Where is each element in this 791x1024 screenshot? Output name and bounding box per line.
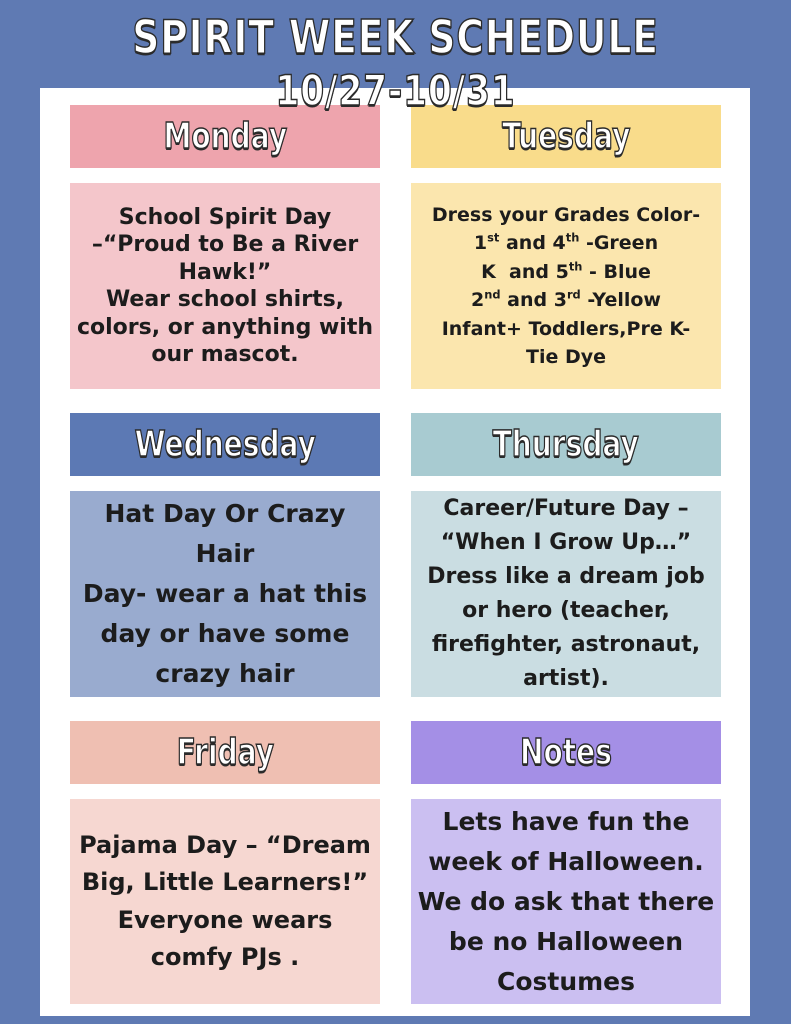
notes-line: Lets have fun the [442, 806, 690, 836]
tuesday-line: Dress your Grades Color- [431, 203, 701, 226]
friday-line: comfy PJs . [150, 942, 300, 971]
tuesday-line: Tie Dye [525, 346, 607, 368]
monday-line: –“Proud to Be a River [91, 232, 359, 257]
thursday-line: Career/Future Day – [443, 495, 689, 521]
wednesday-line: day or have some [100, 619, 350, 648]
date-range: 10/27-10/31 [275, 66, 516, 115]
tuesday-body [411, 183, 721, 389]
monday-line: colors, or anything with [76, 314, 374, 340]
monday-line: Hawk!” [178, 259, 272, 285]
friday-body [70, 799, 380, 1004]
thursday-line: or hero (teacher, [462, 598, 670, 623]
monday-line: our mascot. [151, 342, 299, 367]
wednesday-line: Hair [195, 539, 255, 568]
notes-line: Costumes [496, 966, 636, 996]
thursday-line: artist). [523, 666, 609, 692]
monday-line: Wear school shirts, [105, 287, 345, 312]
wednesday-body [70, 491, 380, 697]
thursday-line: firefighter, astronaut, [431, 632, 701, 658]
notes-line: week of Halloween. [428, 846, 704, 876]
tuesday-label: Tuesday [501, 116, 631, 157]
friday-line: Pajama Day – “Dream [79, 831, 371, 860]
thursday-label: Thursday [492, 424, 640, 465]
friday-header [70, 721, 380, 784]
page-title: SPIRIT WEEK SCHEDULE [132, 10, 659, 64]
wednesday-line: crazy hair [155, 659, 295, 688]
thursday-body [411, 491, 721, 697]
thursday-header [411, 413, 721, 476]
wednesday-line: Hat Day Or Crazy [104, 499, 346, 528]
notes-line: be no Halloween [448, 926, 684, 956]
friday-label: Friday [176, 732, 274, 773]
thursday-line: Dress like a dream job [427, 563, 705, 589]
monday-line: School Spirit Day [118, 204, 332, 230]
friday-line: Big, Little Learners!” [81, 868, 369, 897]
notes-header [411, 721, 721, 784]
wednesday-line: Day- wear a hat this [82, 579, 368, 608]
wednesday-header [70, 413, 380, 476]
thursday-line: “When I Grow Up…” [440, 529, 692, 555]
tuesday-line: 2nd and 3rd -Yellow [471, 287, 661, 311]
friday-line: Everyone wears [117, 905, 333, 934]
tuesday-line: 1st and 4th -Green [473, 230, 659, 254]
monday-label: Monday [163, 116, 287, 157]
notes-label: Notes [520, 732, 612, 773]
notes-body [411, 799, 721, 1004]
wednesday-label: Wednesday [134, 424, 316, 465]
tuesday-line: K and 5th - Blue [481, 259, 651, 283]
notes-line: We do ask that there [417, 886, 715, 916]
monday-body [70, 183, 380, 389]
tuesday-line: Infant+ Toddlers,Pre K- [441, 317, 691, 340]
